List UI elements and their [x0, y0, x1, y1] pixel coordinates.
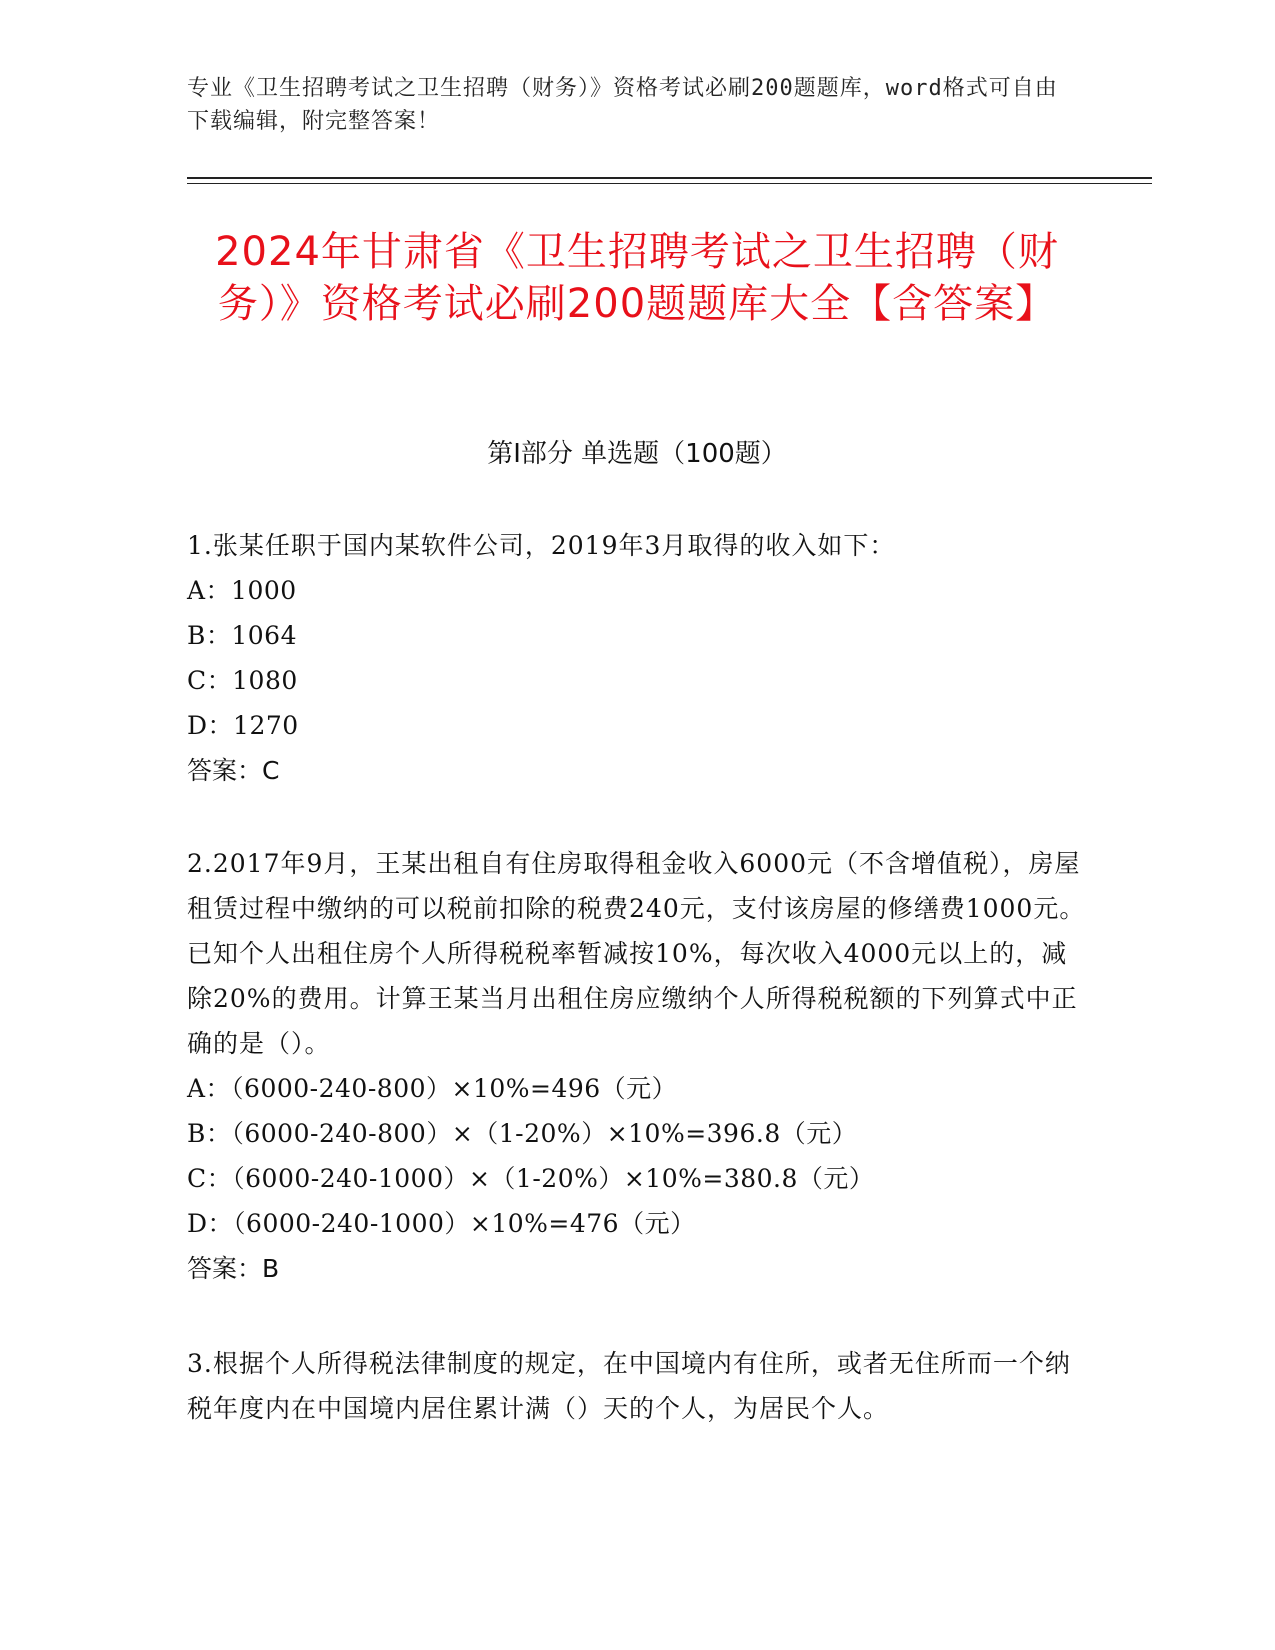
option-b: B：（6000-240-800）×（1-20%）×10%=396.8（元） — [187, 1119, 858, 1148]
answer: 答案：B — [187, 1254, 280, 1283]
option-a: A：（6000-240-800）×10%=496（元） — [187, 1074, 678, 1103]
answer: 答案：C — [187, 756, 280, 785]
header-rule-thick — [187, 177, 1152, 179]
header-note: 专业《卫生招聘考试之卫生招聘（财务）》资格考试必刷200题题库，word格式可自由下载编辑，附完整答案！ — [187, 76, 1058, 134]
option-a: A：1000 — [187, 576, 297, 605]
option-b: B：1064 — [187, 621, 297, 650]
question-3 — [187, 1341, 1092, 1431]
option-d: D：（6000-240-1000）×10%=476（元） — [187, 1209, 696, 1238]
question-2 — [187, 841, 1092, 1291]
question-stem: 2.2017年9月，王某出租自有住房取得租金收入6000元（不含增值税），房屋租赁过程中缴纳的可以税前扣除的税费240元，支付该房屋的修缮费1000元。已知个人出租住房个人所得税税率暂减按10%，每次收入4000元以上的，减除20%的费用。计算王某当月出租住房应缴纳个人所得税税额的下列算式中正确的是（）。 — [187, 849, 1086, 1058]
question-stem: 3.根据个人所得税法律制度的规定，在中国境内有住所，或者无住所而一个纳税年度内在中国境内居住累计满（）天的个人，为居民个人。 — [187, 1349, 1071, 1423]
question-stem: 1.张某任职于国内某软件公司，2019年3月取得的收入如下： — [187, 531, 896, 560]
section-title: 第Ⅰ部分 单选题（100题） — [487, 439, 787, 469]
option-c: C：（6000-240-1000）×（1-20%）×10%=380.8（元） — [187, 1164, 875, 1193]
question-1 — [187, 523, 1092, 793]
header-rule-thin — [187, 183, 1152, 184]
option-c: C：1080 — [187, 666, 298, 695]
option-d: D：1270 — [187, 711, 299, 740]
document-title: 2024年甘肃省《卫生招聘考试之卫生招聘（财务）》资格考试必刷200题题库大全【含答案】 — [215, 229, 1059, 327]
